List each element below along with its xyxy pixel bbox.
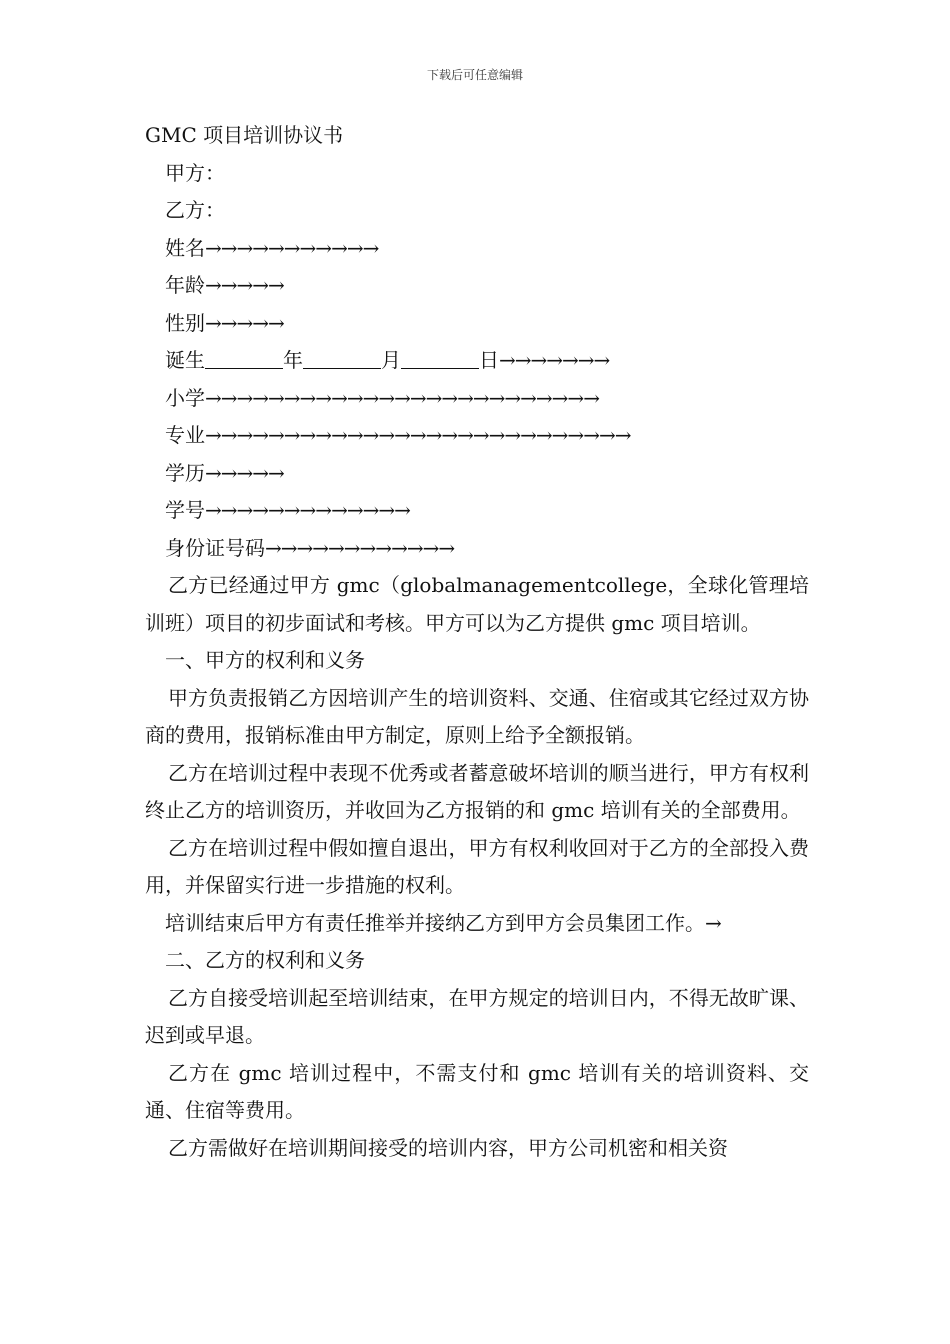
- gender-label: 性别: [165, 310, 205, 335]
- id-card-arrows: →→→→→→→→→→→→: [265, 535, 455, 560]
- degree-field: [145, 455, 809, 493]
- page-header-note: 下载后可任意编辑: [426, 68, 523, 82]
- party-b-line: 乙方：: [165, 198, 225, 222]
- name-arrows: →→→→→→→→→→→: [205, 235, 379, 260]
- section-1-paragraph-4-text: 培训结束后甲方有责任推举并接纳乙方到甲方会员集团工作。: [165, 910, 705, 935]
- birth-month-label: 月: [381, 348, 401, 372]
- section-2-paragraph-2: 乙方在 gmc 培训过程中，不需支付和 gmc 培训有关的培训资料、交通、住宿等费用。: [145, 1060, 809, 1122]
- section-1-paragraph-4-arrow: →: [705, 910, 721, 935]
- birth-year-label: 年: [283, 348, 303, 372]
- degree-label: 学历: [165, 460, 205, 485]
- birth-arrows: →→→→→→→: [499, 348, 610, 372]
- id-card-label: 身份证号码: [165, 535, 265, 560]
- section-2-paragraph-3: 乙方需做好在培训期间接受的培训内容，甲方公司机密和相关资: [168, 1135, 728, 1160]
- student-id-field: [145, 492, 809, 530]
- school-label: 小学: [165, 385, 205, 410]
- student-id-arrows: →→→→→→→→→→→→→: [205, 498, 410, 522]
- birth-month-blank: [303, 348, 381, 369]
- student-id-label: 学号: [165, 498, 205, 522]
- birth-year-blank: [205, 348, 283, 369]
- age-label: 年龄: [165, 273, 205, 297]
- id-card-field: [145, 530, 809, 568]
- party-a-line: 甲方：: [165, 160, 225, 185]
- major-label: 专业: [165, 423, 205, 447]
- section-2-paragraph-1: 乙方自接受培训起至培训结束，在甲方规定的培训日内，不得无故旷课、迟到或早退。: [145, 985, 809, 1047]
- section-1-paragraph-4: [145, 905, 809, 943]
- school-field: [145, 380, 809, 418]
- document-body: [145, 117, 809, 1167]
- major-arrows: →→→→→→→→→→→→→→→→→→→→→→→→→→→: [205, 423, 631, 447]
- degree-arrows: →→→→→: [205, 460, 284, 485]
- major-field: [145, 417, 809, 455]
- name-field: [145, 230, 809, 268]
- section-1-paragraph-1: 甲方负责报销乙方因培训产生的培训资料、交通、住宿或其它经过双方协商的费用，报销标准由甲方制定，原则上给予全额报销。: [145, 685, 809, 747]
- age-field: [145, 267, 809, 305]
- section-1-paragraph-3: 乙方在培训过程中假如擅自退出，甲方有权利收回对于乙方的全部投入费用，并保留实行进一步措施的权利。: [145, 835, 809, 897]
- intro-paragraph: 乙方已经通过甲方 gmc（globalmanagementcollege，全球化管理培训班）项目的初步面试和考核。甲方可以为乙方提供 gmc 项目培训。: [145, 573, 809, 635]
- birth-label: 诞生: [165, 348, 205, 372]
- school-arrows: →→→→→→→→→→→→→→→→→→→→→→→→→: [205, 385, 599, 410]
- document-title: GMC 项目培训协议书: [145, 123, 344, 147]
- birth-day-blank: [401, 348, 479, 369]
- gender-field: [145, 305, 809, 343]
- birth-field: [145, 342, 809, 380]
- section-1-heading: 一、甲方的权利和义务: [165, 648, 365, 672]
- gender-arrows: →→→→→: [205, 310, 284, 335]
- age-arrows: →→→→→: [205, 273, 284, 297]
- birth-day-label: 日: [479, 348, 499, 372]
- section-1-paragraph-2: 乙方在培训过程中表现不优秀或者蓄意破坏培训的顺当进行，甲方有权利终止乙方的培训资历，并收回为乙方报销的和 gmc 培训有关的全部费用。: [145, 760, 809, 822]
- name-label: 姓名: [165, 235, 205, 260]
- section-2-heading: 二、乙方的权利和义务: [165, 948, 365, 972]
